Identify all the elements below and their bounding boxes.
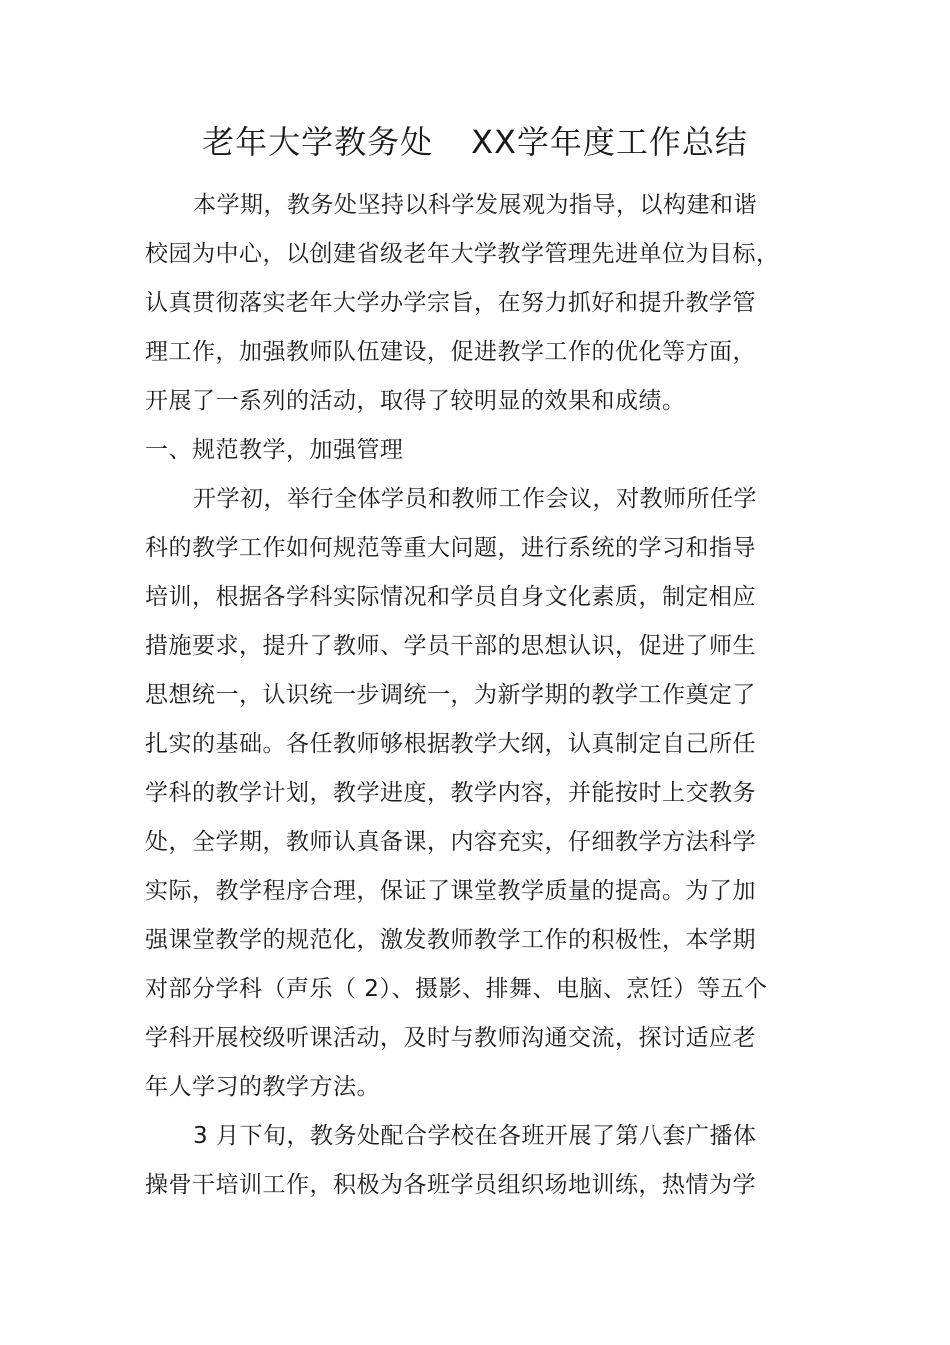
title-part-1: 老年大学教务处 xyxy=(202,123,434,161)
paragraph-line: 理工作，加强教师队伍建设，促进教学工作的优化等方面， xyxy=(145,339,756,365)
paragraph-line: 思想统一，认识统一步调统一，为新学期的教学工作奠定了 xyxy=(145,682,756,708)
paragraph-line: 校园为中心，以创建省级老年大学教学管理先进单位为目标， xyxy=(145,241,780,267)
paragraph-line: 实际，教学程序合理，保证了课堂教学质量的提高。为了加 xyxy=(145,878,756,904)
paragraph-line: 科的教学工作如何规范等重大问题，进行系统的学习和指导 xyxy=(145,535,756,561)
paragraph-line: 认真贯彻落实老年大学办学宗旨，在努力抓好和提升教学管 xyxy=(145,290,756,316)
paragraph-line: 扎实的基础。各任教师够根据教学大纲，认真制定自己所任 xyxy=(145,731,756,757)
paragraph-line: 强课堂教学的规范化，激发教师教学工作的积极性，本学期 xyxy=(145,927,756,953)
title-part-2: XX学年度工作总结 xyxy=(471,123,748,161)
paragraph-line: 3 月下旬，教务处配合学校在各班开展了第八套广播体 xyxy=(193,1123,757,1149)
paragraph-line: 学科的教学计划，教学进度，教学内容，并能按时上交教务 xyxy=(145,780,756,806)
section-heading: 一、规范教学，加强管理 xyxy=(145,437,404,463)
paragraph-line: 本学期，教务处坚持以科学发展观为指导，以构建和谐 xyxy=(193,192,757,218)
paragraph-line: 处，全学期，教师认真备课，内容充实，仔细教学方法科学 xyxy=(145,829,756,855)
paragraph-line: 年人学习的教学方法。 xyxy=(145,1074,380,1100)
paragraph-line: 措施要求，提升了教师、学员干部的思想认识，促进了师生 xyxy=(145,633,756,659)
paragraph-line: 操骨干培训工作，积极为各班学员组织场地训练，热情为学 xyxy=(145,1172,756,1198)
paragraph-line: 开展了一系列的活动，取得了较明显的效果和成绩。 xyxy=(145,388,686,414)
paragraph-line: 开学初，举行全体学员和教师工作会议，对教师所任学 xyxy=(193,486,757,512)
document-title xyxy=(0,118,950,166)
paragraph-line: 对部分学科（声乐（ 2）、摄影、排舞、电脑、烹饪）等五个 xyxy=(145,976,768,1002)
paragraph-line: 学科开展校级听课活动，及时与教师沟通交流，探讨适应老 xyxy=(145,1025,756,1051)
paragraph-line: 培训，根据各学科实际情况和学员自身文化素质，制定相应 xyxy=(145,584,756,610)
